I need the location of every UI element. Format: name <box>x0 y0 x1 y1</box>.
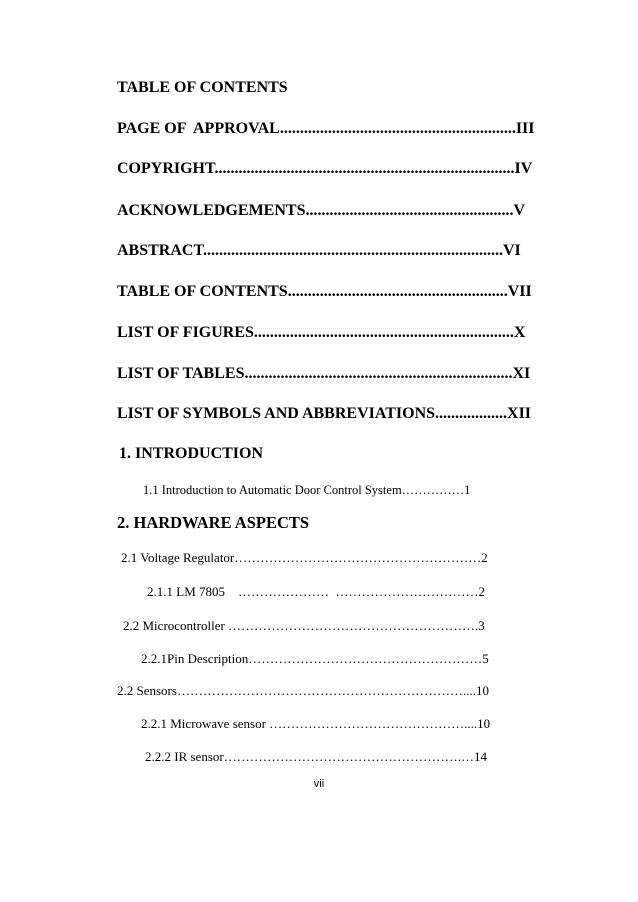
toc-heading: TABLE OF CONTENTS <box>117 79 288 96</box>
toc-subentry-2-2-1-pin: 2.2.1Pin Description………………………………………………5 <box>141 651 489 666</box>
toc-entry-approval: PAGE OF APPROVAL...........................................................III <box>117 120 535 137</box>
toc-subentry-1-1: 1.1 Introduction to Automatic Door Control System……………1 <box>143 483 471 497</box>
toc-entry-list-of-symbols: LIST OF SYMBOLS AND ABBREVIATIONS..................XII <box>117 405 532 422</box>
toc-subentry-2-2-2-ir: 2.2.2 IR sensor……………………………………………….…14 <box>145 749 487 764</box>
toc-subentry-2-2-1-microwave: 2.2.1 Microwave sensor ………………………………………....10 <box>141 716 491 731</box>
toc-entry-list-of-tables: LIST OF TABLES...................................................................XI <box>117 365 531 382</box>
toc-subentry-2-2-sensors: 2.2 Sensors…………………………………………………………....10 <box>117 683 489 698</box>
toc-entry-copyright: COPYRIGHT...........................................................................IV <box>117 160 533 177</box>
chapter-2-title: 2. HARDWARE ASPECTS <box>117 513 310 532</box>
page-number: vii <box>313 778 325 790</box>
toc-subentry-2-1: 2.1 Voltage Regulator…………………………………………………2 <box>121 550 488 565</box>
chapter-1-title: 1. INTRODUCTION <box>119 445 264 462</box>
toc-subentry-2-2-microcontroller: 2.2 Microcontroller ………………………………………………….3 <box>123 618 485 633</box>
toc-entry-acknowledgements: ACKNOWLEDGEMENTS....................................................V <box>117 202 526 219</box>
toc-entry-abstract: ABSTRACT...........................................................................VI <box>117 242 521 259</box>
toc-entry-table-of-contents: TABLE OF CONTENTS.......................................................VII <box>117 283 532 300</box>
toc-entry-list-of-figures: LIST OF FIGURES.................................................................X <box>117 324 526 341</box>
toc-subentry-2-1-1: 2.1.1 LM 7805 ………………… ……………………………2 <box>147 584 485 599</box>
